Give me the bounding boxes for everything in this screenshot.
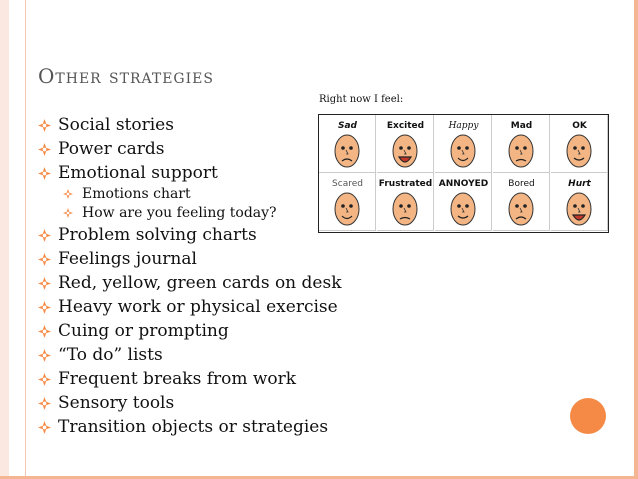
feeling-cell [319, 173, 376, 231]
feeling-cell [551, 115, 608, 173]
bullet-text: Problem solving charts [58, 225, 257, 245]
bullet-diamond-icon [38, 349, 51, 362]
bullet-text: “To do” lists [58, 345, 163, 365]
left-margin-rule [25, 0, 26, 479]
sub-bullet-item [38, 185, 342, 204]
bullet-diamond-icon [38, 229, 51, 242]
sub-bullet-item [38, 204, 342, 223]
emotion-face-icon [565, 191, 593, 227]
bullet-text: Emotional support [58, 163, 218, 183]
bullet-diamond-icon [38, 373, 51, 386]
bullet-diamond-icon [63, 208, 73, 218]
emotion-face-icon [391, 133, 419, 169]
feeling-cell [377, 115, 434, 173]
emotion-face-icon [333, 191, 361, 227]
bullet-text: How are you feeling today? [82, 205, 277, 221]
emotion-face-icon [565, 133, 593, 169]
feeling-label: Scared [332, 179, 363, 189]
emotion-face-icon [391, 191, 419, 227]
feeling-cell [493, 173, 550, 231]
bullet-item [38, 113, 342, 137]
feeling-cell [377, 173, 434, 231]
feeling-cell [435, 115, 492, 173]
feeling-label: Excited [386, 121, 425, 131]
bullet-diamond-icon [38, 397, 51, 410]
decorative-circle [570, 398, 606, 434]
feeling-cell [319, 115, 376, 173]
bullet-diamond-icon [38, 143, 51, 156]
emotion-face-icon [507, 133, 535, 169]
bullet-item [38, 319, 342, 343]
feeling-label: Bored [508, 179, 535, 189]
emotion-face-icon [449, 191, 477, 227]
feeling-cell [551, 173, 608, 231]
feeling-label: Sad [338, 121, 357, 131]
bullet-diamond-icon [38, 325, 51, 338]
bullet-text: Social stories [58, 115, 174, 135]
bullet-item [38, 295, 342, 319]
feeling-label: Frustrated [378, 179, 433, 189]
bullet-item [38, 391, 342, 415]
feeling-label: OK [572, 121, 587, 131]
bullet-item [38, 415, 342, 439]
left-margin-band [0, 0, 9, 479]
feeling-label: Hurt [568, 179, 591, 189]
bullet-item [38, 137, 342, 161]
feeling-label: ANNOYED [438, 179, 489, 189]
bullet-item [38, 161, 342, 185]
feeling-cell [435, 173, 492, 231]
right-edge-band [634, 0, 638, 479]
bullet-diamond-icon [38, 119, 51, 132]
slide-title: Other strategies [38, 64, 214, 88]
bullet-text: Heavy work or physical exercise [58, 297, 338, 317]
bullet-diamond-icon [63, 189, 73, 199]
bullet-text: Sensory tools [58, 393, 175, 413]
feelings-chart [318, 114, 609, 233]
emotion-face-icon [449, 133, 477, 169]
chart-caption: Right now I feel: [319, 94, 404, 105]
bullet-text: Transition objects or strategies [58, 417, 329, 437]
bullet-text: Red, yellow, green cards on desk [58, 273, 342, 293]
feeling-label: Happy [448, 121, 479, 131]
bullet-item [38, 223, 342, 247]
feeling-cell [493, 115, 550, 173]
bullet-text: Emotions chart [82, 186, 191, 202]
bullet-text: Frequent breaks from work [58, 369, 297, 389]
emotion-face-icon [333, 133, 361, 169]
bullet-text: Feelings journal [58, 249, 197, 269]
bullet-text: Cuing or prompting [58, 321, 229, 341]
bullet-item [38, 247, 342, 271]
bullet-item [38, 367, 342, 391]
bullet-text: Power cards [58, 139, 165, 159]
bullet-diamond-icon [38, 301, 51, 314]
emotion-face-icon [507, 191, 535, 227]
bullet-item [38, 271, 342, 295]
bullet-diamond-icon [38, 167, 51, 180]
bullet-diamond-icon [38, 421, 51, 434]
bullet-item [38, 343, 342, 367]
feeling-label: Mad [510, 121, 533, 131]
bullet-diamond-icon [38, 253, 51, 266]
bullet-diamond-icon [38, 277, 51, 290]
bullet-list [38, 113, 342, 439]
